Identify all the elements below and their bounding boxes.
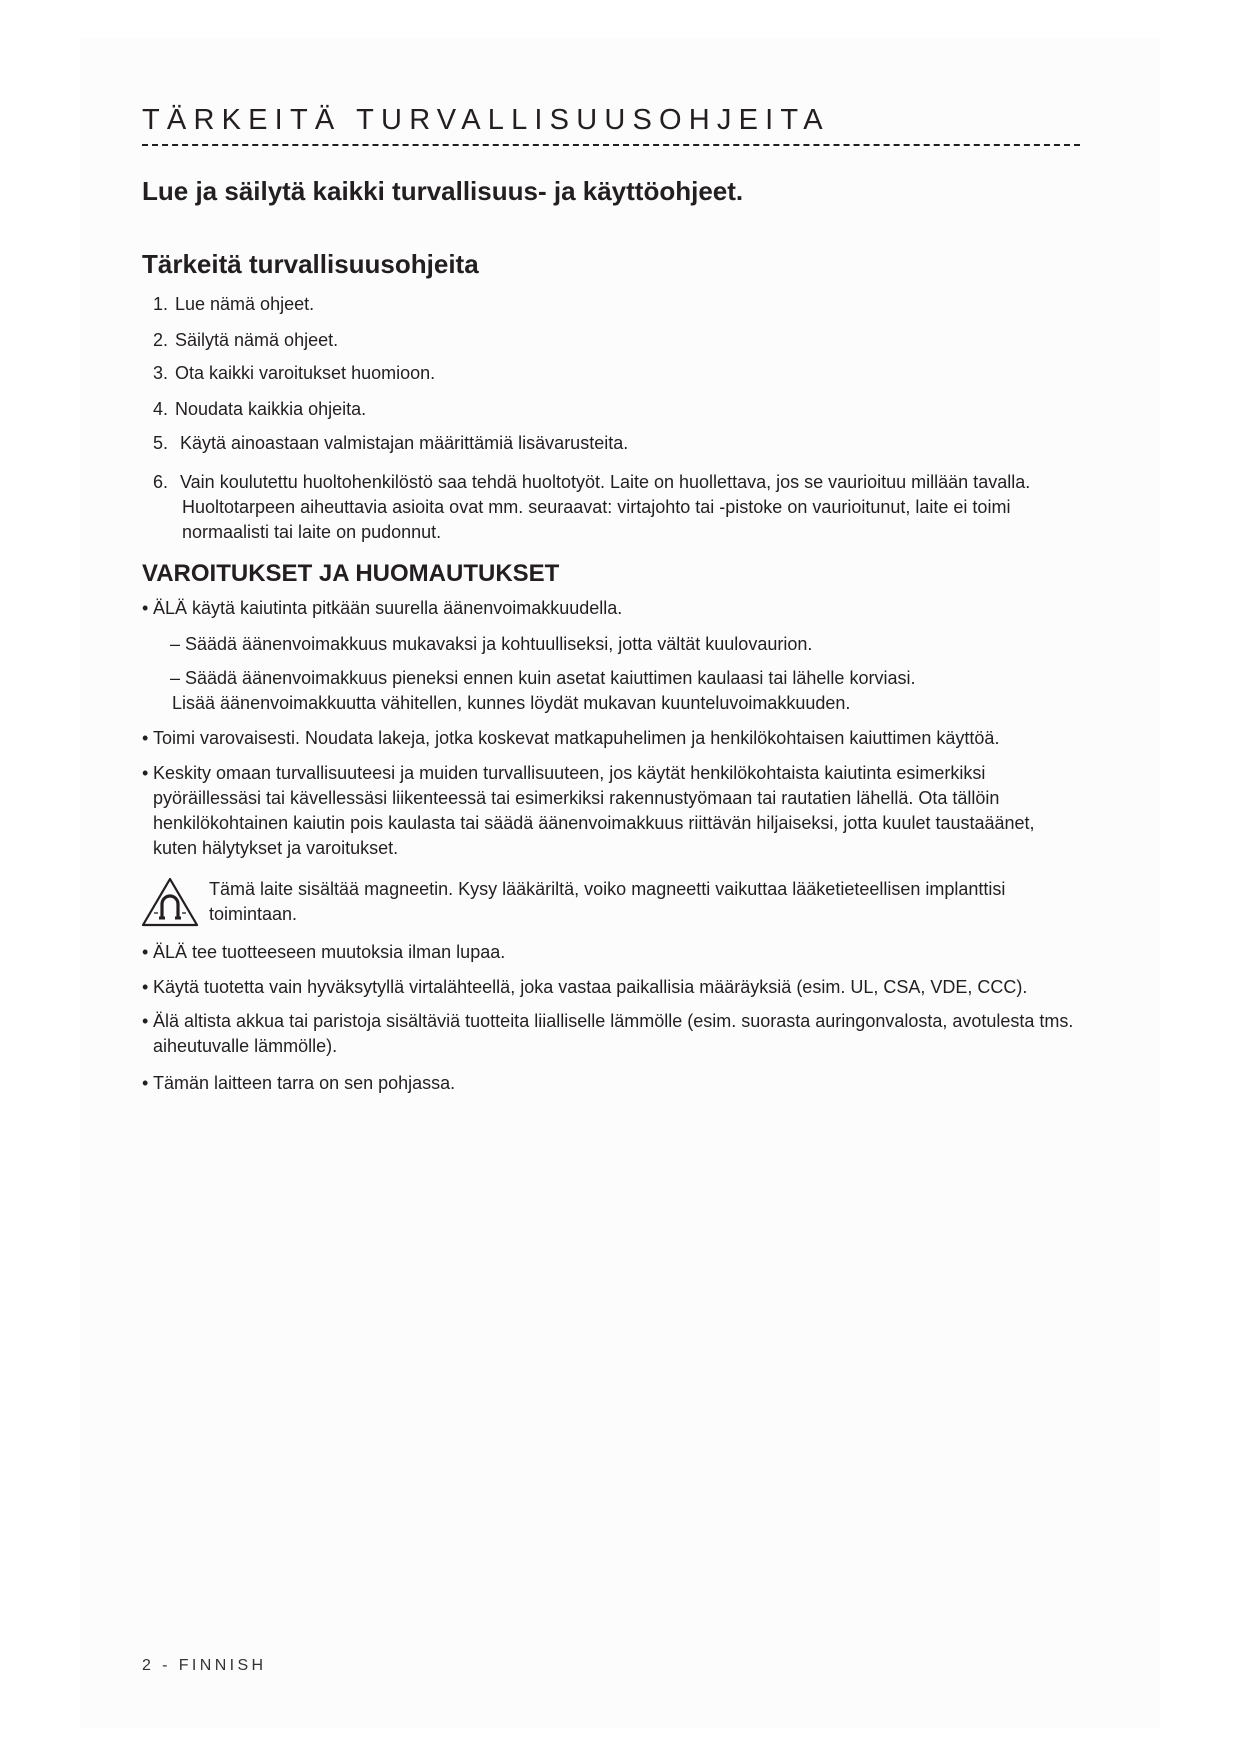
volume-sub-item: – Säädä äänenvoimakkuus pieneksi ennen kuin asetat kaiuttimen kaulaasi tai lähelle korviasi. xyxy=(170,668,916,688)
bullet: • xyxy=(142,1011,149,1031)
list-item-text: Säilytä nämä ohjeet. xyxy=(175,330,339,350)
focus-text: Keskity omaan turvallisuuteesi ja muiden turvallisuuteen, jos käytät henkilökohtaista kaiutinta esimerkiksi xyxy=(153,763,986,783)
heat-warning-text: Älä altista akkua tai paristoja sisältäviä tuotteita liialliselle lämmölle (esim. suorasta auringonvalosta, avotulesta tms. xyxy=(153,1011,1074,1031)
caution-law-text: Toimi varovaisesti. Noudata lakeja, jotka koskevat matkapuhelimen ja henkilökohtaisen kaiuttimen käyttöä. xyxy=(153,728,1000,748)
bullet: • xyxy=(142,598,149,618)
focus-text: kuten hälytykset ja varoitukset. xyxy=(153,838,399,858)
focus-text: pyöräillessäsi tai kävellessäsi liikenteessä tai esimerkiksi rakennustyömaan tai rautatien lähellä. Ota tällöin xyxy=(153,788,1000,808)
bullet: • xyxy=(142,977,149,997)
label-location-text: Tämän laitteen tarra on sen pohjassa. xyxy=(153,1073,456,1093)
bullet: • xyxy=(142,763,149,783)
bullet: • xyxy=(142,942,149,962)
magnet-warning-text: toimintaan. xyxy=(209,904,298,924)
no-modify-text: ÄLÄ tee tuotteeseen muutoksia ilman lupaa. xyxy=(153,942,506,962)
list-item-text: normaalisti tai laite on pudonnut. xyxy=(182,522,442,542)
volume-sub-item: – Säädä äänenvoimakkuus mukavaksi ja kohtuulliseksi, jotta vältät kuulovaurion. xyxy=(170,634,813,654)
heat-warning-text: aiheutuvalle lämmölle). xyxy=(153,1036,338,1056)
list-number: 1. xyxy=(153,294,169,314)
list-number: 3. xyxy=(153,363,169,383)
list-item-text: Lue nämä ohjeet. xyxy=(175,294,315,314)
volume-warning-text: ÄLÄ käytä kaiutinta pitkään suurella äänenvoimakkuudella. xyxy=(153,598,623,618)
list-item-text: Vain koulutettu huoltohenkilöstö saa tehdä huoltotyöt. Laite on huollettava, jos se vaurioituu millään tavalla. xyxy=(180,472,1031,492)
page-footer: 2 - FINNISH xyxy=(142,1657,267,1674)
bullet: • xyxy=(142,728,149,748)
list-number: 4. xyxy=(153,399,169,419)
list-number: 5. xyxy=(153,433,169,453)
bullet: • xyxy=(142,1073,149,1093)
list-item-text: Huoltotarpeen aiheuttavia asioita ovat mm. seuraavat: virtajohto tai -pistoke on vaurioitunut, laite ei toimi xyxy=(182,497,1011,517)
volume-sub-item: Lisää äänenvoimakkuutta vähitellen, kunnes löydät mukavan kuunteluvoimakkuuden. xyxy=(172,693,851,713)
header-divider xyxy=(142,144,1080,146)
safety-instructions-heading: Tärkeitä turvallisuusohjeita xyxy=(142,249,479,279)
magnet-warning-text: Tämä laite sisältää magneetin. Kysy lääkäriltä, voiko magneetti vaikuttaa lääketieteellisen implanttisi xyxy=(209,879,1006,899)
list-number: 6. xyxy=(153,472,169,492)
list-item-text: Noudata kaikkia ohjeita. xyxy=(175,399,367,419)
page-header-title: TÄRKEITÄ TURVALLISUUSOHJEITA xyxy=(142,104,830,136)
list-item-text: Käytä ainoastaan valmistajan määrittämiä lisävarusteita. xyxy=(180,433,629,453)
power-source-text: Käytä tuotetta vain hyväksytyllä virtalähteellä, joka vastaa paikallisia määräyksiä (esim. UL, CSA, VDE, CCC). xyxy=(153,977,1028,997)
warnings-heading: VAROITUKSET JA HUOMAUTUKSET xyxy=(142,560,560,587)
list-item-text: Ota kaikki varoitukset huomioon. xyxy=(175,363,436,383)
magnet-warning-icon xyxy=(140,876,200,928)
main-heading: Lue ja säilytä kaikki turvallisuus- ja käyttöohjeet. xyxy=(142,176,744,206)
list-number: 2. xyxy=(153,330,169,350)
focus-text: henkilökohtainen kaiutin pois kaulasta tai säädä äänenvoimakkuus riittävän hiljaiseksi, jotta kuulet taustaäänet, xyxy=(153,813,1035,833)
